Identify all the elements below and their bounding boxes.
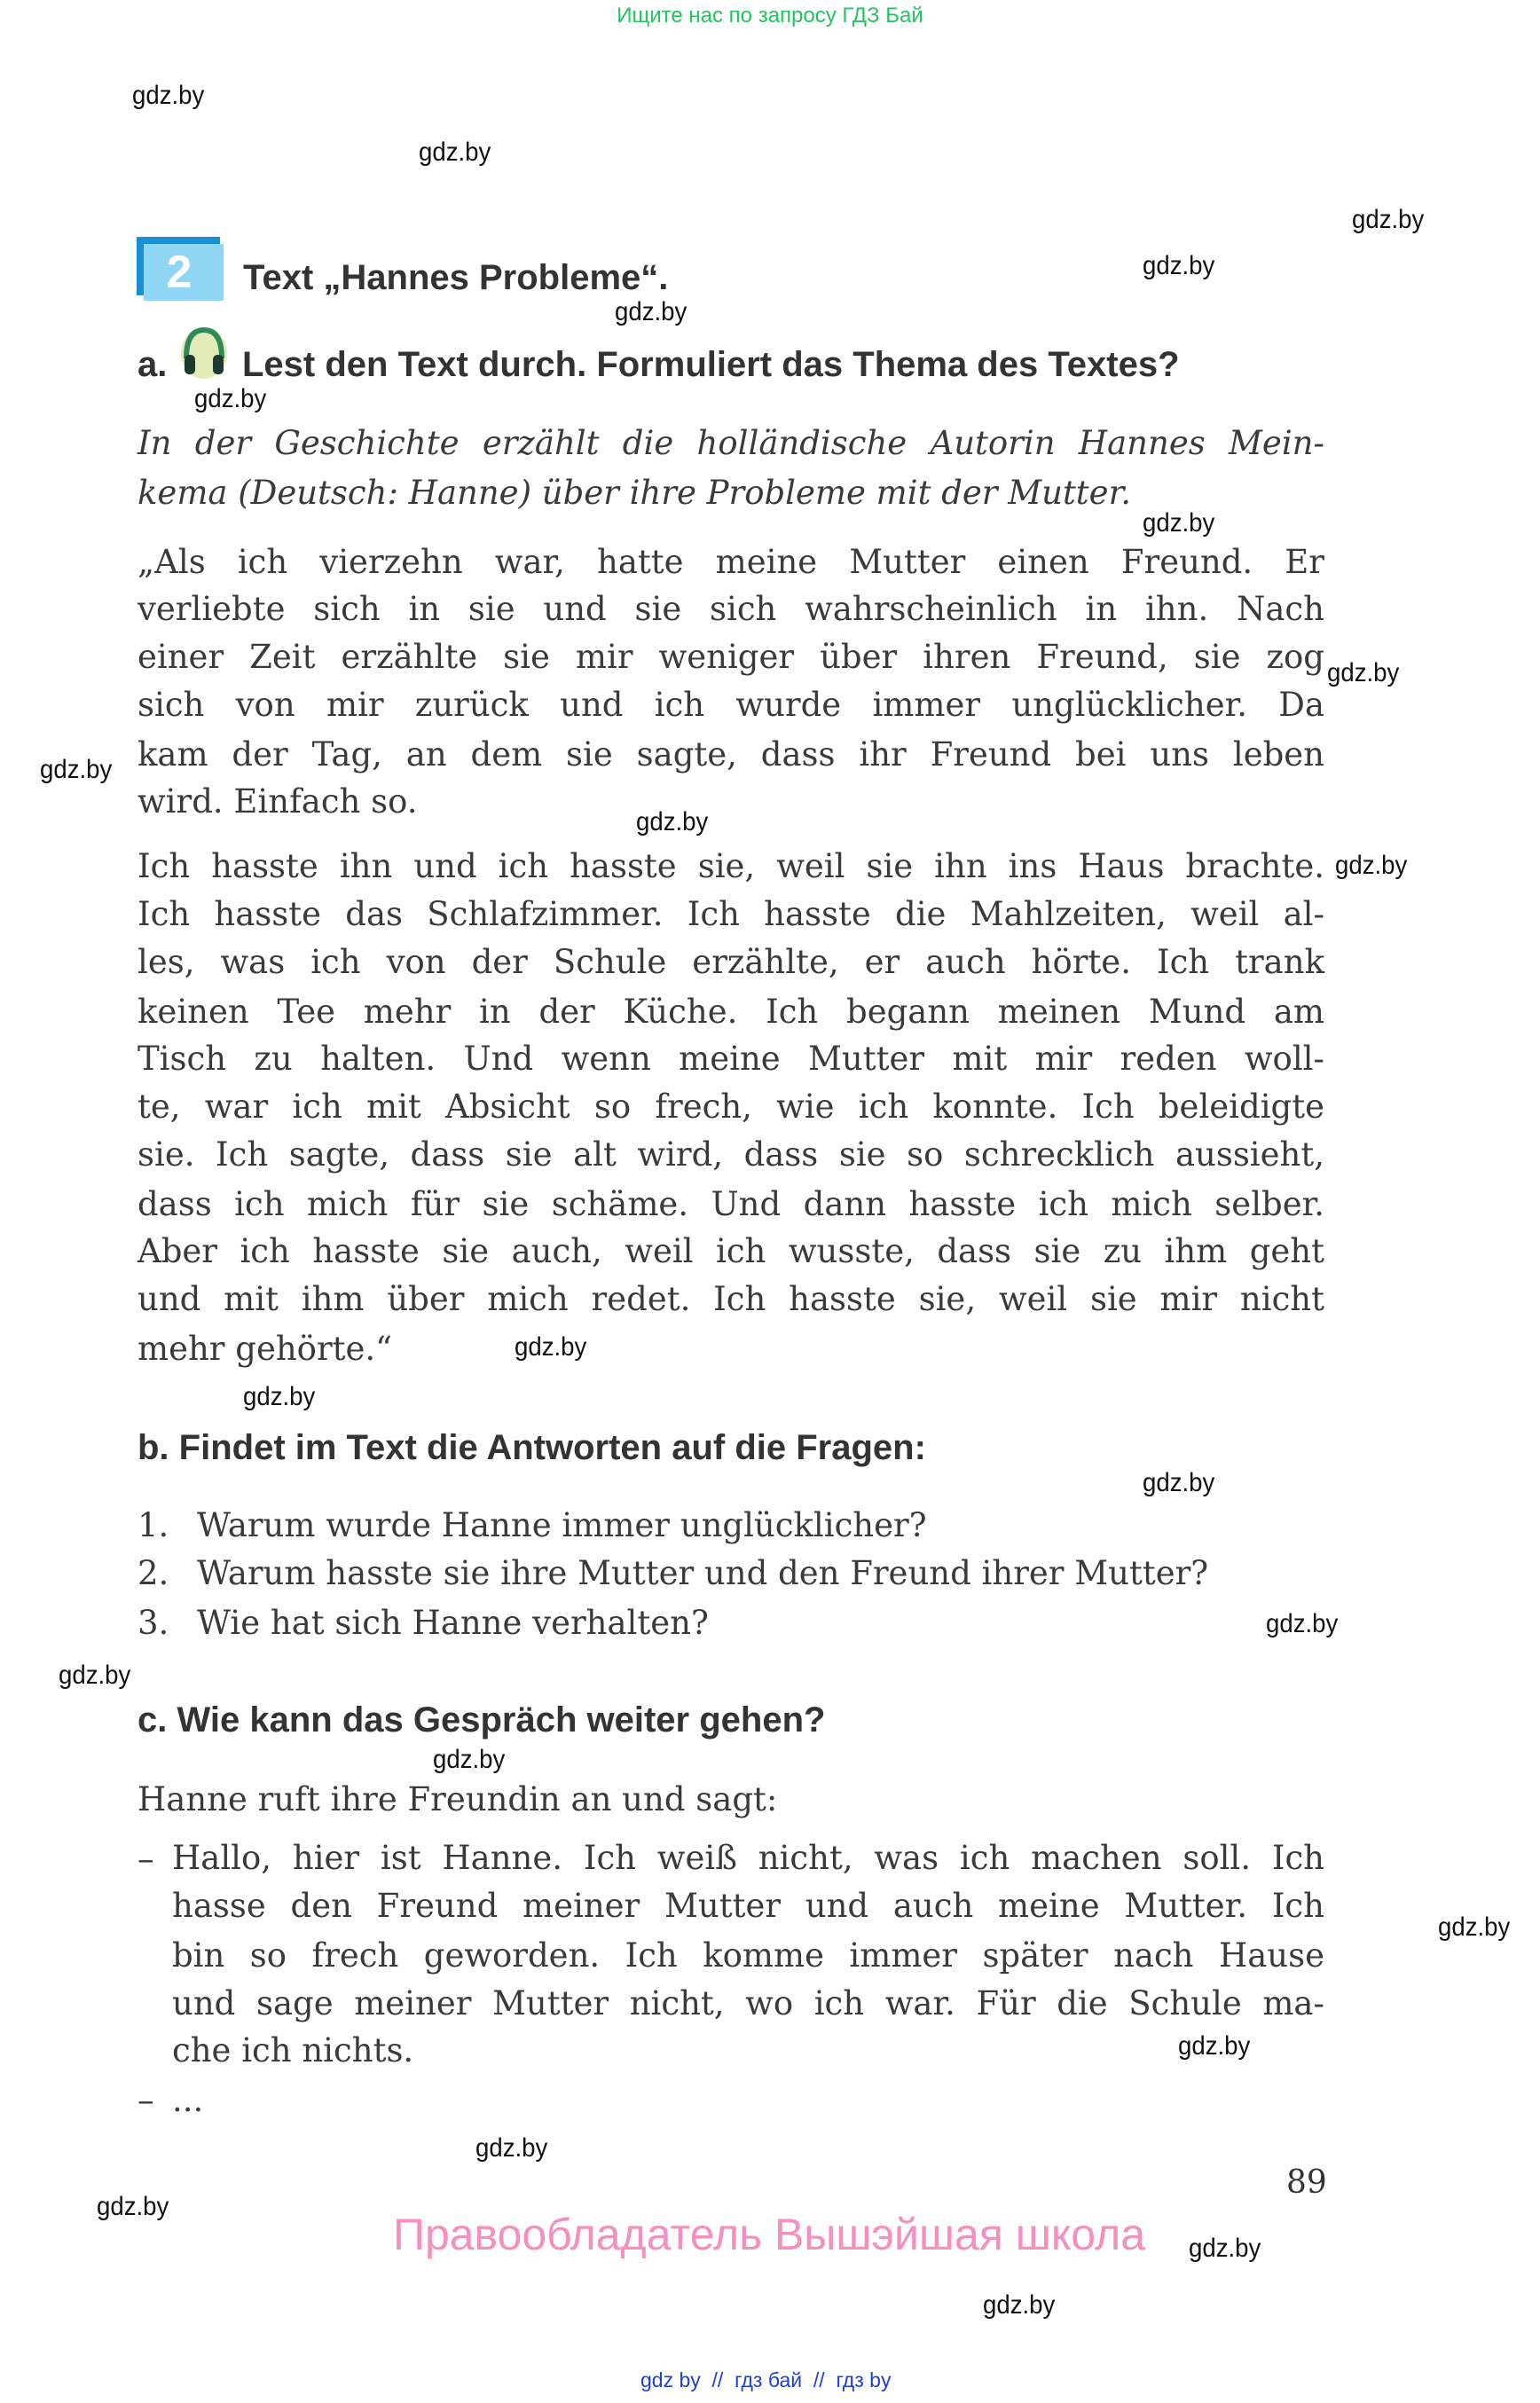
watermark: gdz.by [1327,658,1400,687]
exercise-badge [137,237,224,301]
dialogue-ellipsis: ... [172,2081,204,2119]
part-a-heading: Lest den Text durch. Formuliert das Thema des Textes? [242,345,1180,384]
watermark: gdz.by [1178,2031,1251,2061]
header-search-link[interactable]: Ищите нас по запросу ГДЗ Бай [617,4,923,27]
watermark: gdz.by [1335,851,1408,880]
watermark: gdz.by [615,297,688,326]
question-number: 1. [138,1506,169,1544]
watermark: gdz.by [1189,2234,1261,2263]
question-text: Wie hat sich Hanne verhalten? [197,1604,709,1642]
watermark: gdz.by [1143,508,1215,538]
question-text: Warum hasste sie ihre Mutter und den Freund ihrer Mutter? [197,1554,1209,1592]
text-line: einer Zeit erzählte sie mir weniger über ihren Freund, sie zog [138,638,1324,676]
text-line: keinen Tee mehr in der Küche. Ich begann meinen Mund am [138,993,1324,1031]
watermark: gdz.by [1352,205,1425,234]
watermark: gdz.by [983,2290,1056,2320]
text-line: dass ich mich für sie schäme. Und dann hasste ich mich selber. [138,1185,1324,1223]
watermark: gdz.by [1438,1912,1511,1942]
text-line: verliebte sich in sie und sie sich wahrscheinlich in ihn. Nach [138,590,1324,628]
watermark: gdz.by [419,137,491,167]
watermark: gdz.by [132,81,205,110]
watermark: gdz.by [475,2133,548,2163]
text-line: mehr gehörte.“ [138,1330,393,1368]
text-line: wird. Einfach so. [138,782,418,821]
text-line: kam der Tag, an dem sie sagte, dass ihr Freund bei uns leben [138,735,1324,774]
question-number: 2. [138,1554,169,1592]
copyright-notice: Правообладатель Вышэйшая школа [393,2210,1145,2259]
part-a-label: a. [138,345,168,384]
question-number: 3. [138,1604,169,1642]
part-c-intro: Hanne ruft ihre Freundin an und sagt: [138,1780,778,1818]
text-line: Tisch zu halten. Und wenn meine Mutter mit mir reden woll- [138,1040,1324,1078]
watermark: gdz.by [1143,1468,1215,1497]
question-text: Warum wurde Hanne immer unglücklicher? [197,1506,927,1544]
text-line: les, was ich von der Schule erzählte, er auch hörte. Ich trank [138,943,1324,981]
watermark: gdz.by [243,1382,316,1411]
dialogue-line: und sage meiner Mutter nicht, wo ich war. Für die Schule ma- [172,1984,1324,2022]
part-b-heading: b. Findet im Text die Antworten auf die Fragen: [138,1428,926,1467]
page-number: 89 [1286,2164,1327,2201]
text-line: sich von mir zurück und ich wurde immer unglücklicher. Da [138,686,1324,724]
footer-links[interactable]: gdz by // гдз бай // гдз by [640,2368,892,2391]
text-line: Ich hasste das Schlafzimmer. Ich hasste die Mahlzeiten, weil al- [138,895,1324,933]
dialogue-line: bin so frech geworden. Ich komme immer später nach Hause [172,1936,1324,1975]
watermark: gdz.by [515,1332,587,1362]
text-line: Ich hasste ihn und ich hasste sie, weil sie ihn ins Haus brachte. [138,847,1324,885]
dialogue-line: hasse den Freund meiner Mutter und auch meine Mutter. Ich [172,1887,1324,1925]
watermark: gdz.by [40,755,113,784]
text-line: Aber ich hasste sie auch, weil ich wusste, dass sie zu ihm geht [138,1232,1324,1270]
watermark: gdz.by [194,384,267,413]
watermark: gdz.by [1143,251,1215,280]
watermark: gdz.by [59,1661,131,1690]
exercise-number: 2 [166,247,192,298]
watermark: gdz.by [97,2192,169,2221]
text-line: sie. Ich sagte, dass sie alt wird, dass sie so schrecklich aussieht, [138,1135,1324,1174]
text-line: kema (Deutsch: Hanne) über ihre Probleme mit der Mutter. [138,474,1131,512]
text-line: In der Geschichte erzählt die holländische Autorin Hannes Mein- [138,424,1324,462]
headphones-icon[interactable] [179,323,229,380]
text-line: te, war ich mit Absicht so frech, wie ich konnte. Ich beleidigte [138,1088,1324,1126]
dialogue-dash-2: – [138,2081,154,2119]
watermark: gdz.by [1266,1609,1339,1638]
watermark: gdz.by [433,1745,506,1774]
text-line: und mit ihm über mich redet. Ich hasste sie, weil sie mir nicht [138,1280,1324,1318]
dialogue-dash: – [138,1840,154,1878]
part-c-heading: c. Wie kann das Gespräch weiter gehen? [138,1700,826,1739]
watermark: gdz.by [636,807,709,836]
dialogue-line: Hallo, hier ist Hanne. Ich weiß nicht, was ich machen soll. Ich [172,1839,1324,1877]
dialogue-line: che ich nichts. [172,2031,414,2069]
exercise-title: Text „Hannes Probleme“. [243,258,669,297]
text-line: „Als ich vierzehn war, hatte meine Mutter einen Freund. Er [138,543,1324,581]
